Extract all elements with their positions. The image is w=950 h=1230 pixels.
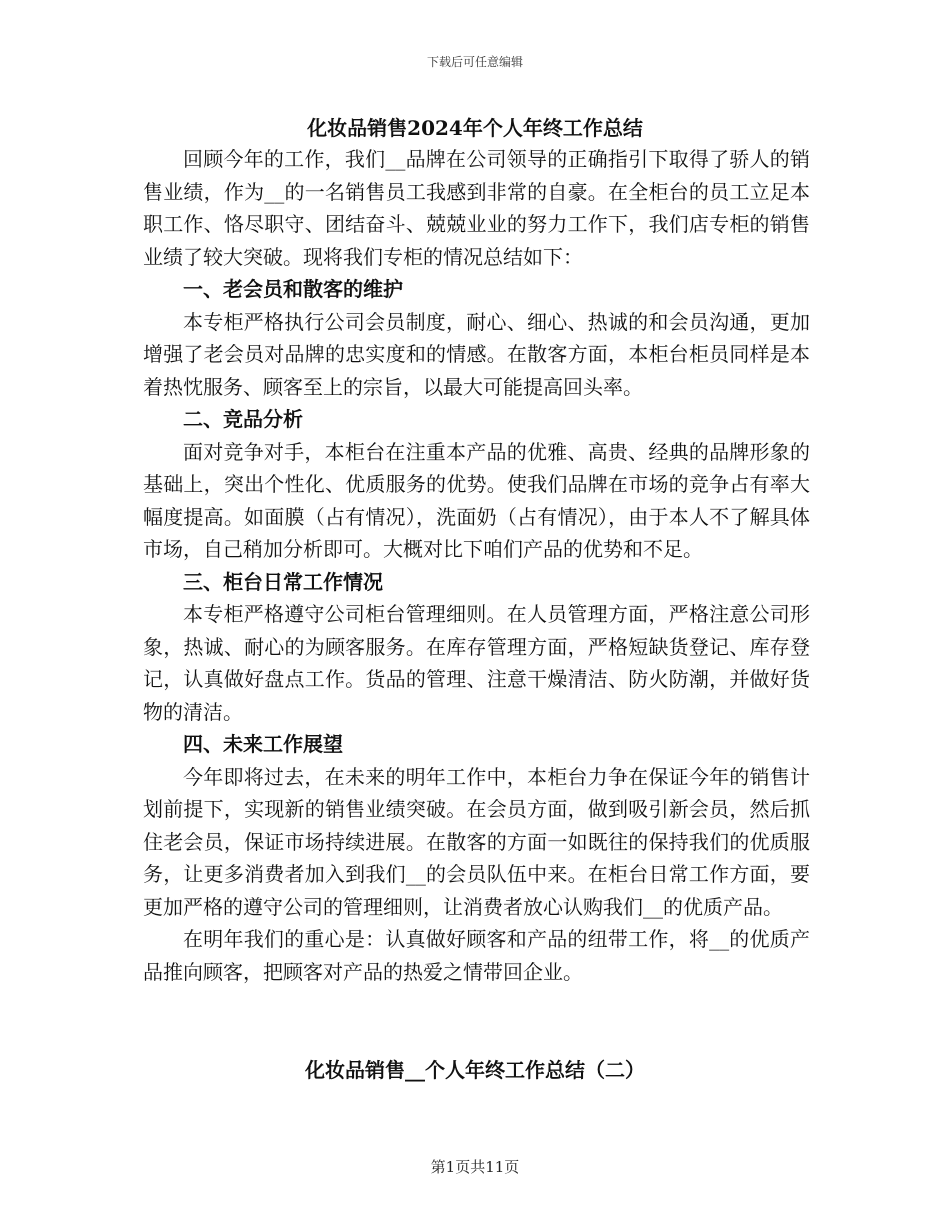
document-title: 化妆品销售2024年个人年终工作总结 xyxy=(307,116,643,140)
intro-paragraph: 回顾今年的工作，我们__品牌在公司领导的正确指引下取得了骄人的销售业绩，作为__的一名销售员工我感到非常的自豪。在全柜台的员工立足本职工作、恪尽职守、团结奋斗、兢兢业业的努力工作下，我们店专柜的销售业绩了较大突破。现将我们专柜的情况总结如下： xyxy=(143,147,810,269)
section-heading-3: 三、柜台日常工作情况 xyxy=(183,569,383,594)
section-heading-2: 二、竞品分析 xyxy=(183,407,303,431)
section-paragraph-2: 面对竞争对手，本柜台在注重本产品的优雅、高贵、经典的品牌形象的基础上，突出个性化、优质服务的优势。使我们品牌在市场的竞争占有率大幅度提高。如面膜（占有情况），洗面奶（占有情况），由于本人不了解具体市场，自己稍加分析即可。大概对比下咱们产品的优势和不足。 xyxy=(143,439,810,561)
section-paragraph-4: 今年即将过去，在未来的明年工作中，本柜台力争在保证今年的销售计划前提下，实现新的销售业绩突破。在会员方面，做到吸引新会员，然后抓住老会员，保证市场持续进展。在散客的方面一如既往的保持我们的优质服务，让更多消费者加入到我们__的会员队伍中来。在柜台日常工作方面，要更加严格的遵守公司的管理细则，让消费者放心认购我们__的优质产品。 xyxy=(143,764,810,919)
document-body xyxy=(143,143,810,988)
section-heading-1: 一、老会员和散客的维护 xyxy=(183,277,403,301)
page-header-note: 下载后可任意编辑 xyxy=(426,55,523,69)
closing-paragraph: 在明年我们的重心是：认真做好顾客和产品的纽带工作，将__的优质产品推向顾客，把顾客对产品的热爱之情带回企业。 xyxy=(143,927,810,984)
next-document-title: 化妆品销售__个人年终工作总结（二） xyxy=(305,1058,645,1082)
section-paragraph-3: 本专柜严格遵守公司柜台管理细则。在人员管理方面，严格注意公司形象，热诚、耐心的为顾客服务。在库存管理方面，严格短缺货登记、库存登记，认真做好盘点工作。货品的管理、注意干燥清洁、防火防潮，并做好货物的清洁。 xyxy=(143,602,810,724)
section-heading-4: 四、未来工作展望 xyxy=(183,732,343,756)
section-paragraph-1: 本专柜严格执行公司会员制度，耐心、细心、热诚的和会员沟通，更加增强了老会员对品牌的忠实度和的情感。在散客方面，本柜台柜员同样是本着热忱服务、顾客至上的宗旨，以最大可能提高回头率。 xyxy=(143,309,810,399)
page-number: 第1页共11页 xyxy=(430,1158,520,1176)
